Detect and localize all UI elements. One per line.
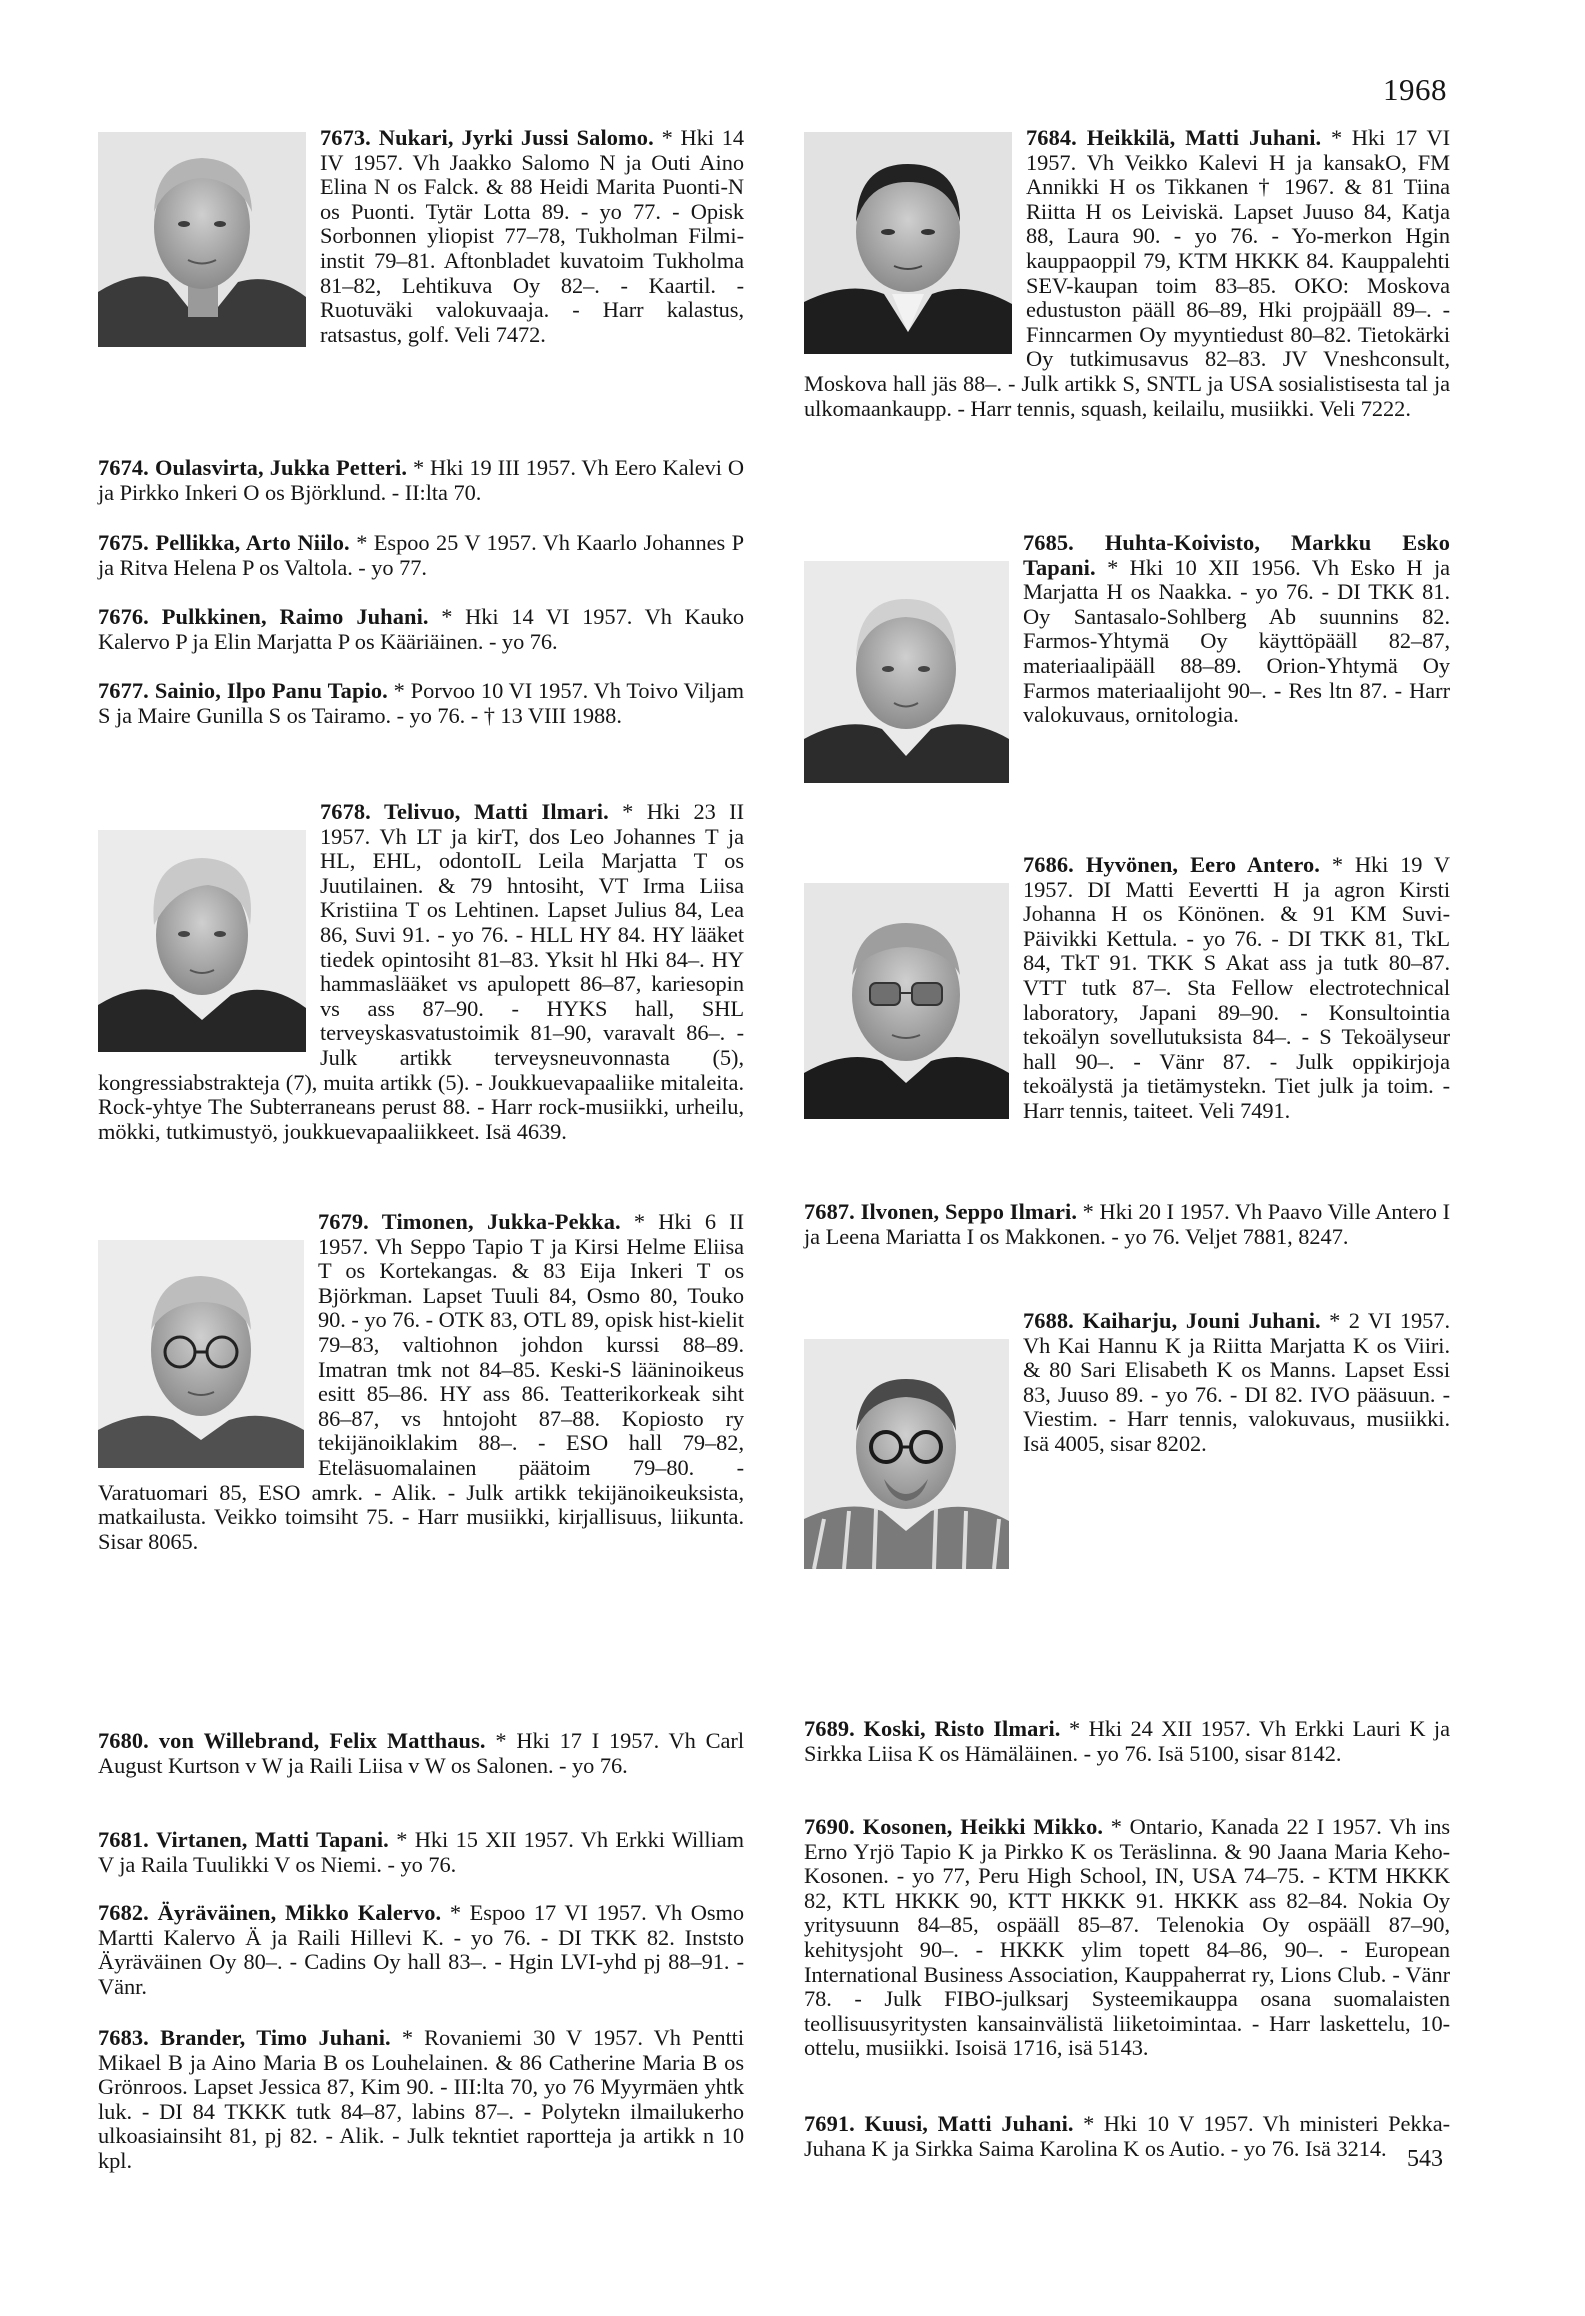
portrait-photo-7686 [804, 883, 1009, 1119]
biography-entry-7677 [98, 679, 744, 728]
entry-text: * 2 VI 1957. Vh Kai Hannu K ja Riitta Marjatta K os Viiri. & 80 Sari Elisabeth K os Manns. Lapset Essi 83, Juuso 89. - yo 76. - DI 82. IVO pääsuun. - Viestim. - Harr tennis, valokuvaus, musiikki. Isä 4005, sisar 8202. [1023, 1308, 1450, 1456]
entry-text: * Hki 17 VI 1957. Vh Veikko Kalevi H ja kansakO, FM Annikki H os Tikkanen † 1967. & 81 Tiina Riitta H os Leiviskä. Lapset Juuso 84, Katja 88, Laura 90. - yo 76. - Yo-merkon Hgin kauppaoppil 79, KTM HKKK 84. Kauppalehti SEV-kaupan toim 83–85. OKO: Moskova edustuston pääll 86–89, Hki projpääll 89–. - Finncarmen Oy myyntiedust 80–82. Tietokärki Oy tutkimusavus 82–83. JV Vneshconsult, Moskova hall jäs 88–. - Julk artikk S, SNTL ja USA sosialistisesta tal ja ulkomaankaupp. - Harr tennis, squash, keilailu, musiikki. Veli 7222. [804, 125, 1450, 421]
entry-name: 7687. Ilvonen, Seppo Ilmari. [804, 1199, 1078, 1224]
biography-entry-7681 [98, 1828, 744, 1877]
entry-text: * Hki 15 XII 1957. Vh Erkki William V ja Raila Tuulikki V os Niemi. - yo 76. [98, 1827, 744, 1877]
entry-name: 7684. Heikkilä, Matti Juhani. [1026, 125, 1322, 150]
entry-text: * Ontario, Kanada 22 I 1957. Vh ins Erno Yrjö Tapio K ja Pirkko K os Teräslinna. & 90 Jaana Maria Keho-Kosonen. - yo 77, Peru High School, IN, USA 74–75. - KTM HKKK 82, KTL HKKK 90, KTT HKKK 91. HKKK ass 82–84. Nokia Oy yritysuunn 84–85, ospääll 85–87. Telenokia Oy ospääll 87–90, kehitysjoht 90–. - HKKK ylim topett 84–86, 90–. - European International Business Association, Kauppaherrat ry, Lions Club. - Vänr 78. - Julk FIBO-julksarj Systeemikauppa osana suomalaisten teollisuusyritysten kansainvälistä liiketoimintaa. - Harr laskettelu, 10-ottelu, musiikki. Isoisä 1716, isä 5143. [804, 1814, 1451, 2061]
entry-text: * Espoo 17 VI 1957. Vh Osmo Martti Kalervo Ä ja Raili Hillevi K. - yo 76. - DI TKK 82. Inststo Äyräväinen Oy 80–. - Cadins Oy hall 83–. - Hgin LVI-yhd pj 88–91. - Vänr. [98, 1900, 744, 1999]
entry-name: 7690. Kosonen, Heikki Mikko. [804, 1814, 1104, 1839]
entry-text: * Hki 20 I 1957. Vh Paavo Ville Antero I ja Leena Mariatta I os Makkonen. - yo 76. Veljet 7881, 8247. [804, 1199, 1450, 1249]
entry-text: * Hki 23 II 1957. Vh LT ja kirT, dos Leo Johannes T ja HL, EHL, odontoIL Leila Marjatta T os Juutilainen. & 79 hntosiht, VT Irma Liisa Kristiina T os Lehtinen. Lapset Julius 84, Lea 86, Suvi 91. - yo 76. - HLL HY 84. HY lääket tiedek opintosiht 81–83. Yksit hl Hki 84–. HY hammaslääket vs apulopett 86–87, kariesopin vs ass 87–90. - HYKS hall, SHL terveyskasvatustoimik 81–90, varavalt 86–. - Julk artikk terveysneuvonnasta (5), kongressiabstrakteja (7), muita artikk (5). - Joukkuevapaaliike mitaleita. Rock-yhtye The Subterraneans perust 88. - Harr rock-musiikki, urheilu, mökki, tutkimustyö, joukkuevapaaliikkeet. Isä 4639. [98, 799, 744, 1144]
entry-text: * Hki 24 XII 1957. Vh Erkki Lauri K ja Sirkka Liisa K os Hämäläinen. - yo 76. Isä 5100, sisar 8142. [804, 1716, 1450, 1766]
portrait-icon [804, 883, 1009, 1119]
biography-entry-7674 [98, 456, 744, 505]
biography-entry-7675 [98, 531, 744, 580]
entry-name: 7673. Nukari, Jyrki Jussi Salomo. [320, 125, 654, 150]
portrait-photo-7678 [98, 830, 306, 1052]
portrait-icon [98, 830, 306, 1052]
biography-entry-7689 [804, 1717, 1450, 1766]
entry-name: 7676. Pulkkinen, Raimo Juhani. [98, 604, 429, 629]
entry-name: 7689. Koski, Risto Ilmari. [804, 1716, 1061, 1741]
biography-entry-7690 [804, 1815, 1450, 2061]
biography-entry-7673 [98, 126, 744, 349]
page-number: 543 [1407, 2146, 1443, 2172]
entry-text: * Hki 10 V 1957. Vh ministeri Pekka-Juhana K ja Sirkka Saima Karolina K os Autio. - yo 76. Isä 3214. [804, 2111, 1450, 2161]
entry-text: * Rovaniemi 30 V 1957. Vh Pentti Mikael B ja Aino Maria B os Louhelainen. & 86 Catherine Maria B os Grönroos. Lapset Jessica 87, Kim 90. - III:lta 70, yo 76 Myyrmäen yhtk luk. - DI 84 TKKK tutk 84–87, labins 87–. - Polytekn ilmailukerho ulkoasiainsiht 81, pj 82. - Alik. - Julk tekntiet raportteja ja artikk n 10 kpl. [98, 2025, 744, 2173]
entry-name: 7686. Hyvönen, Eero Antero. [1023, 852, 1320, 877]
entry-text: * Hki 14 IV 1957. Vh Jaakko Salomo N ja Outi Aino Elina N os Falck. & 88 Heidi Marita Puonti-N os Puonti. Tytär Lotta 89. - yo 77. - Opisk Sorbonnen yliopist 77–78, Tukholman Filmi-instit 79–81. Aftonbladet kuvatoim Tukholma 81–82, Lehtikuva Oy 82–. - Kaartil. - Ruotuväki valokuvaaja. - Harr kalastus, ratsastus, golf. Veli 7472. [320, 125, 745, 347]
biography-entry-7676 [98, 605, 744, 654]
entry-name: 7685. Huhta-Koivisto, Markku Esko Tapani. [1023, 530, 1450, 580]
portrait-icon [98, 1240, 304, 1468]
portrait-photo-7688 [804, 1339, 1009, 1569]
entry-name: 7691. Kuusi, Matti Juhani. [804, 2111, 1074, 2136]
portrait-photo-7684 [804, 132, 1012, 354]
portrait-photo-7679 [98, 1240, 304, 1468]
entry-text: * Hki 19 III 1957. Vh Eero Kalevi O ja Pirkko Inkeri O os Björklund. - II:lta 70. [98, 455, 744, 505]
biography-entry-7686 [804, 853, 1450, 1124]
entry-text: * Espoo 25 V 1957. Vh Kaarlo Johannes P ja Ritva Helena P os Valtola. - yo 77. [98, 530, 744, 580]
biography-entry-7682 [98, 1901, 744, 1999]
portrait-photo-7685 [804, 561, 1009, 783]
entry-name: 7680. von Willebrand, Felix Matthaus. [98, 1728, 486, 1753]
biography-entry-7688 [804, 1309, 1450, 1571]
entry-text: * Hki 6 II 1957. Vh Seppo Tapio T ja Kirsi Helme Eliisa T os Kortekangas. & 83 Eija Inkeri T os Björkman. Lapset Tuuli 84, Osmo 80, Touko 90. - yo 76. - OTK 83, OTL 89, opisk hist-kielit 79–83, valtiohnon johdon kurssi 88–89. Imatran tmk not 84–85. Keski-S lääninoikeus esitt 85–86. HY ass 86. Teatterikorkeak siht 86–87, vs hntojoht 87–88. Kopiosto ry tekijänoiklakim 88–. - ESO hall 79–82, Eteläsuomalainen päätoim 79–80. - Varatuomari 85, ESO amrk. - Alik. - Julk artikk tekijänoikeuksista, matkailusta. Veikko toimsiht 75. - Harr musiikki, kirjallisuus, liikunta. Sisar 8065. [98, 1209, 744, 1554]
biography-entry-7685 [804, 531, 1450, 785]
entry-name: 7682. Äyräväinen, Mikko Kalervo. [98, 1900, 442, 1925]
biography-entry-7683 [98, 2026, 744, 2174]
portrait-photo-7673 [98, 132, 306, 347]
entry-name: 7688. Kaiharju, Jouni Juhani. [1023, 1308, 1321, 1333]
entry-name: 7674. Oulasvirta, Jukka Petteri. [98, 455, 408, 480]
portrait-icon [98, 132, 306, 347]
biography-entry-7678 [98, 800, 744, 1144]
page-year: 1968 [1383, 72, 1447, 107]
entry-name: 7683. Brander, Timo Juhani. [98, 2025, 391, 2050]
biography-entry-7680 [98, 1729, 744, 1778]
entry-name: 7679. Timonen, Jukka-Pekka. [318, 1209, 621, 1234]
entry-name: 7677. Sainio, Ilpo Panu Tapio. [98, 678, 388, 703]
entry-text: * Hki 19 V 1957. DI Matti Eevertti H ja agron Kirsti Johanna H os Könönen. & 91 KM Suvi-Päivikki Kettula. - yo 76. - DI TKK 81, TkL 84, TkT 91. TKK S Akat ass ja tutk 80–87. VTT tutk 87–. Sta Fellow electrotechnical laboratory, Japani 89–90. - Konsultointia tekoälyn sovellutuksista 84–. - S Tekoälyseur hall 90–. - Vänr 87. - Julk oppikirjoja tekoälystä ja tietämystekn. Tiet julk ja toim. - Harr tennis, taiteet. Veli 7491. [1023, 852, 1450, 1123]
portrait-icon [804, 1339, 1009, 1569]
entry-text: * Porvoo 10 VI 1957. Vh Toivo Viljam S ja Maire Gunilla S os Tairamo. - yo 76. - † 13 VIII 1988. [98, 678, 744, 728]
entry-text: * Hki 14 VI 1957. Vh Kauko Kalervo P ja Elin Marjatta P os Kääriäinen. - yo 76. [98, 604, 745, 654]
entry-name: 7678. Telivuo, Matti Ilmari. [320, 799, 609, 824]
entry-text: * Hki 17 I 1957. Vh Carl August Kurtson v W ja Raili Liisa v W os Salonen. - yo 76. [98, 1728, 744, 1778]
portrait-icon [804, 132, 1012, 354]
entry-name: 7675. Pellikka, Arto Niilo. [98, 530, 350, 555]
biography-entry-7687 [804, 1200, 1450, 1249]
biography-entry-7679 [98, 1210, 744, 1554]
portrait-icon [804, 561, 1009, 783]
biography-entry-7691 [804, 2112, 1450, 2161]
entry-name: 7681. Virtanen, Matti Tapani. [98, 1827, 389, 1852]
biography-entry-7684 [804, 126, 1450, 421]
entry-text: * Hki 10 XII 1956. Vh Esko H ja Marjatta H os Naakka. - yo 76. - DI TKK 81. Oy Santasalo-Sohlberg Ab suunnins 82. Farmos-Yhtymä Oy käyttöpääll 82–87, materiaalipääll 88–89. Orion-Yhtymä Oy Farmos materiaalijoht 90–. - Res ltn 87. - Harr valokuvaus, ornitologia. [1023, 554, 1450, 728]
